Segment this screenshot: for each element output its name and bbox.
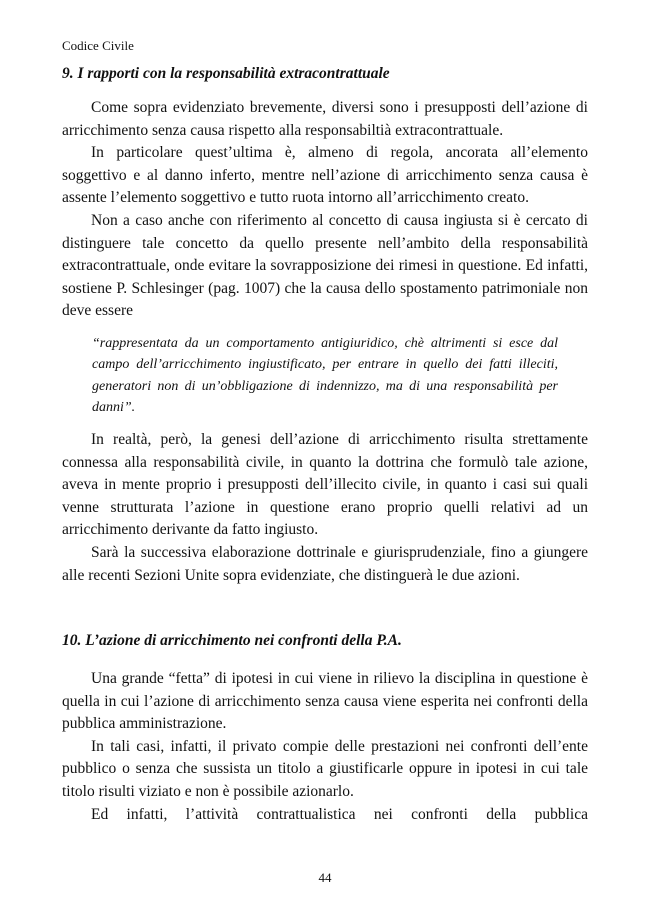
block-quote: “rappresentata da un comportamento antigiuridico, chè altrimenti si esce dal campo dell’arricchimento ingiustificato, per entrare in quello dei fatti illeciti, generatori non di un’obbligazione di indennizzo, ma di una responsabilità per danni”.: [92, 335, 558, 416]
paragraph: In particolare quest’ultima è, almeno di regola, ancorata all’elemento soggettivo e al danno inferto, mentre nell’azione di arricchimento senza causa è assente l’elemento soggettivo e tutto ruota intorno all’arricchimento creato.: [62, 144, 588, 207]
section-heading-9: 9. I rapporti con la responsabilità extracontrattuale: [62, 65, 390, 82]
paragraph: Una grande “fetta” di ipotesi in cui viene in rilievo la disciplina in questione è quella in cui l’azione di arricchimento senza causa viene esperita nei confronti della pubblica amministrazione.: [62, 670, 588, 733]
paragraph: In tali casi, infatti, il privato compie delle prestazioni nei confronti dell’ente pubblico o senza che sussista un titolo a giustificarle oppure in ipotesi in cui tale titolo risulti viziato e non è possibile azionarlo.: [62, 737, 588, 801]
paragraph: Sarà la successiva elaborazione dottrinale e giurisprudenziale, fino a giungere alle recenti Sezioni Unite sopra evidenziate, che distinguerà le due azioni.: [62, 543, 588, 584]
section-heading-10: 10. L’azione di arricchimento nei confronti della P.A.: [62, 632, 402, 650]
page-number: 44: [318, 870, 332, 885]
paragraph: In realtà, però, la genesi dell’azione di arricchimento risulta strettamente connessa alla responsabilità civile, in quanto la dottrina che formulò tale azione, aveva in mente proprio i presupposti dell’illecito civile, in quanto i casi sui quali venne strutturata l’azione in questione erano proprio quelli relativi ad un arricchimento derivante da fatto ingiusto.: [62, 430, 588, 539]
paragraph: Come sopra evidenziato brevemente, diversi sono i presupposti dell’azione di arricchimento senza causa rispetto alla responsabiltià extracontrattuale.: [62, 99, 588, 139]
paragraph: Non a caso anche con riferimento al concetto di causa ingiusta si è cercato di distinguere tale concetto da quello presente nell’ambito della responsabilità extracontrattuale, onde evitare la sovrapposizione dei rimesi in questione. Ed infatti, sostiene P. Schlesinger (pag. 1007) che la causa dello spostamento patrimoniale non deve essere: [62, 211, 588, 320]
running-header: Codice Civile: [62, 38, 134, 53]
paragraph: Ed infatti, l’attività contrattualistica nei confronti della pubblica: [91, 805, 588, 823]
page-content: [62, 62, 588, 826]
